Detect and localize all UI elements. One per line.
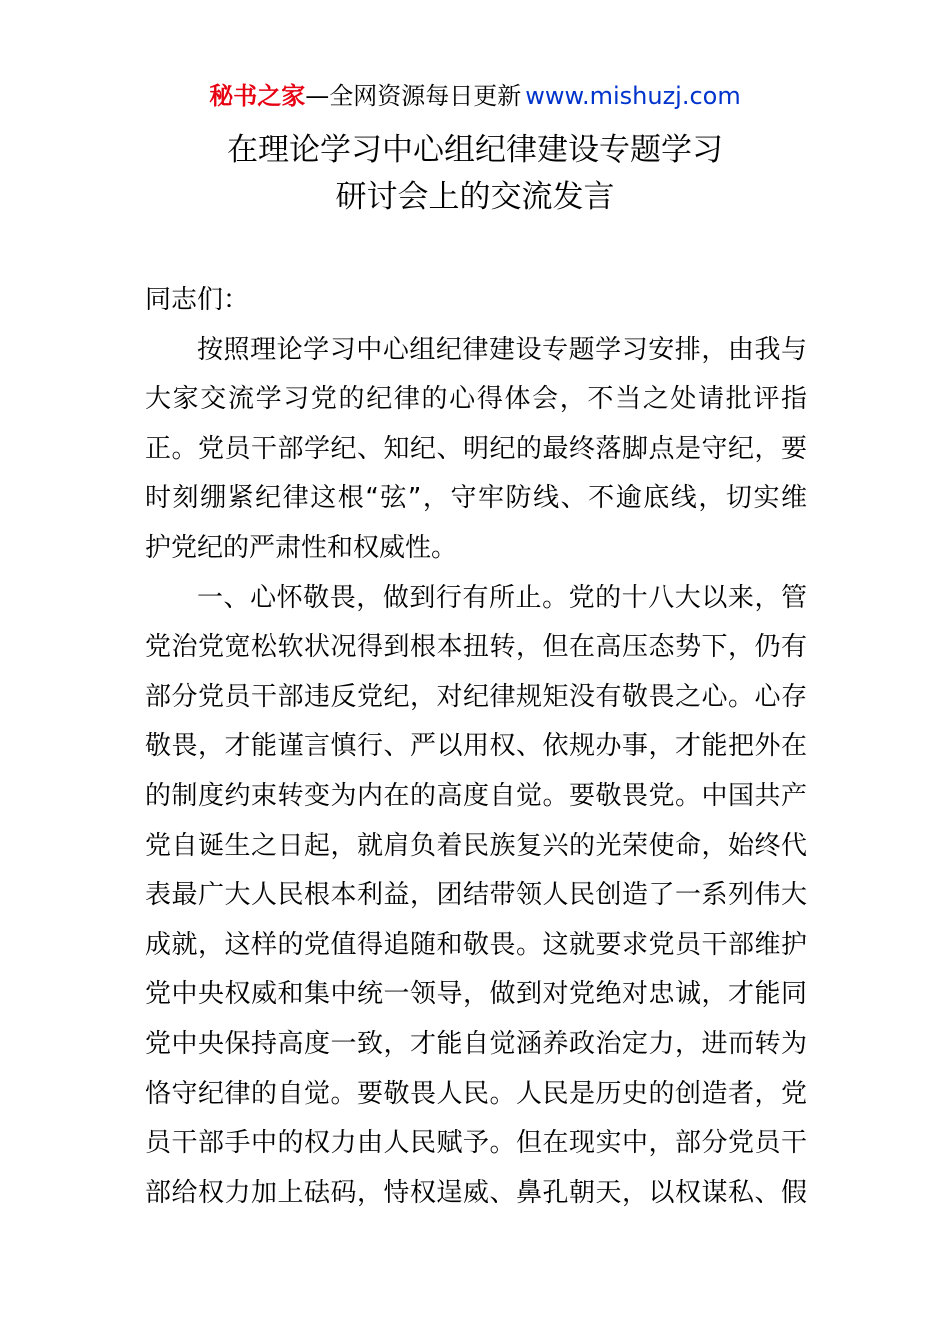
paragraph-line: 员干部手中的权力由人民赋予。但在现实中，部分党员干 xyxy=(145,1128,807,1159)
paragraph-line: 正。党员干部学纪、知纪、明纪的最终落脚点是守纪，要 xyxy=(145,433,807,464)
paragraph-line: 恪守纪律的自觉。要敬畏人民。人民是历史的创造者，党 xyxy=(145,1078,807,1109)
paragraph-line: 成就，这样的党值得追随和敬畏。这就要求党员干部维护 xyxy=(145,929,807,960)
site-header xyxy=(0,78,950,114)
brand-name: 秘书之家 xyxy=(209,82,306,110)
paragraph-line: 党自诞生之日起，就肩负着民族复兴的光荣使命，始终代 xyxy=(145,830,807,861)
site-url-link[interactable]: www.mishuzj.com xyxy=(525,82,741,110)
document-title-line-1: 在理论学习中心组纪律建设专题学习 xyxy=(227,132,723,168)
paragraph-line: 的制度约束转变为内在的高度自觉。要敬畏党。中国共产 xyxy=(145,780,807,811)
header-slogan: —全网资源每日更新 xyxy=(305,82,522,110)
paragraph-line: 表最广大人民根本利益，团结带领人民创造了一系列伟大 xyxy=(145,880,807,911)
paragraph-line: 党治党宽松软状况得到根本扭转，但在高压态势下，仍有 xyxy=(145,632,807,663)
document-title-line-2: 研讨会上的交流发言 xyxy=(335,179,615,215)
salutation: 同志们： xyxy=(145,285,250,315)
paragraph-line: 按照理论学习中心组纪律建设专题学习安排，由我与 xyxy=(197,334,807,365)
paragraph-line: 党中央保持高度一致，才能自觉涵养政治定力，进而转为 xyxy=(145,1028,807,1059)
paragraph-line: 时刻绷紧纪律这根“弦”，守牢防线、不逾底线，切实维 xyxy=(145,483,807,514)
document-body xyxy=(145,276,807,1218)
paragraph-line: 一、心怀敬畏，做到行有所止。党的十八大以来，管 xyxy=(197,582,807,613)
paragraph-line: 党中央权威和集中统一领导，做到对党绝对忠诚，才能同 xyxy=(145,979,807,1010)
paragraph-line: 大家交流学习党的纪律的心得体会，不当之处请批评指 xyxy=(145,384,807,415)
paragraph-line: 护党纪的严肃性和权威性。 xyxy=(145,532,458,563)
paragraph-line: 部分党员干部违反党纪，对纪律规矩没有敬畏之心。心存 xyxy=(145,681,807,712)
paragraph-line: 敬畏，才能谨言慎行、严以用权、依规办事，才能把外在 xyxy=(145,731,807,762)
paragraph-line: 部给权力加上砝码，恃权逞威、鼻孔朝天，以权谋私、假 xyxy=(145,1177,807,1208)
